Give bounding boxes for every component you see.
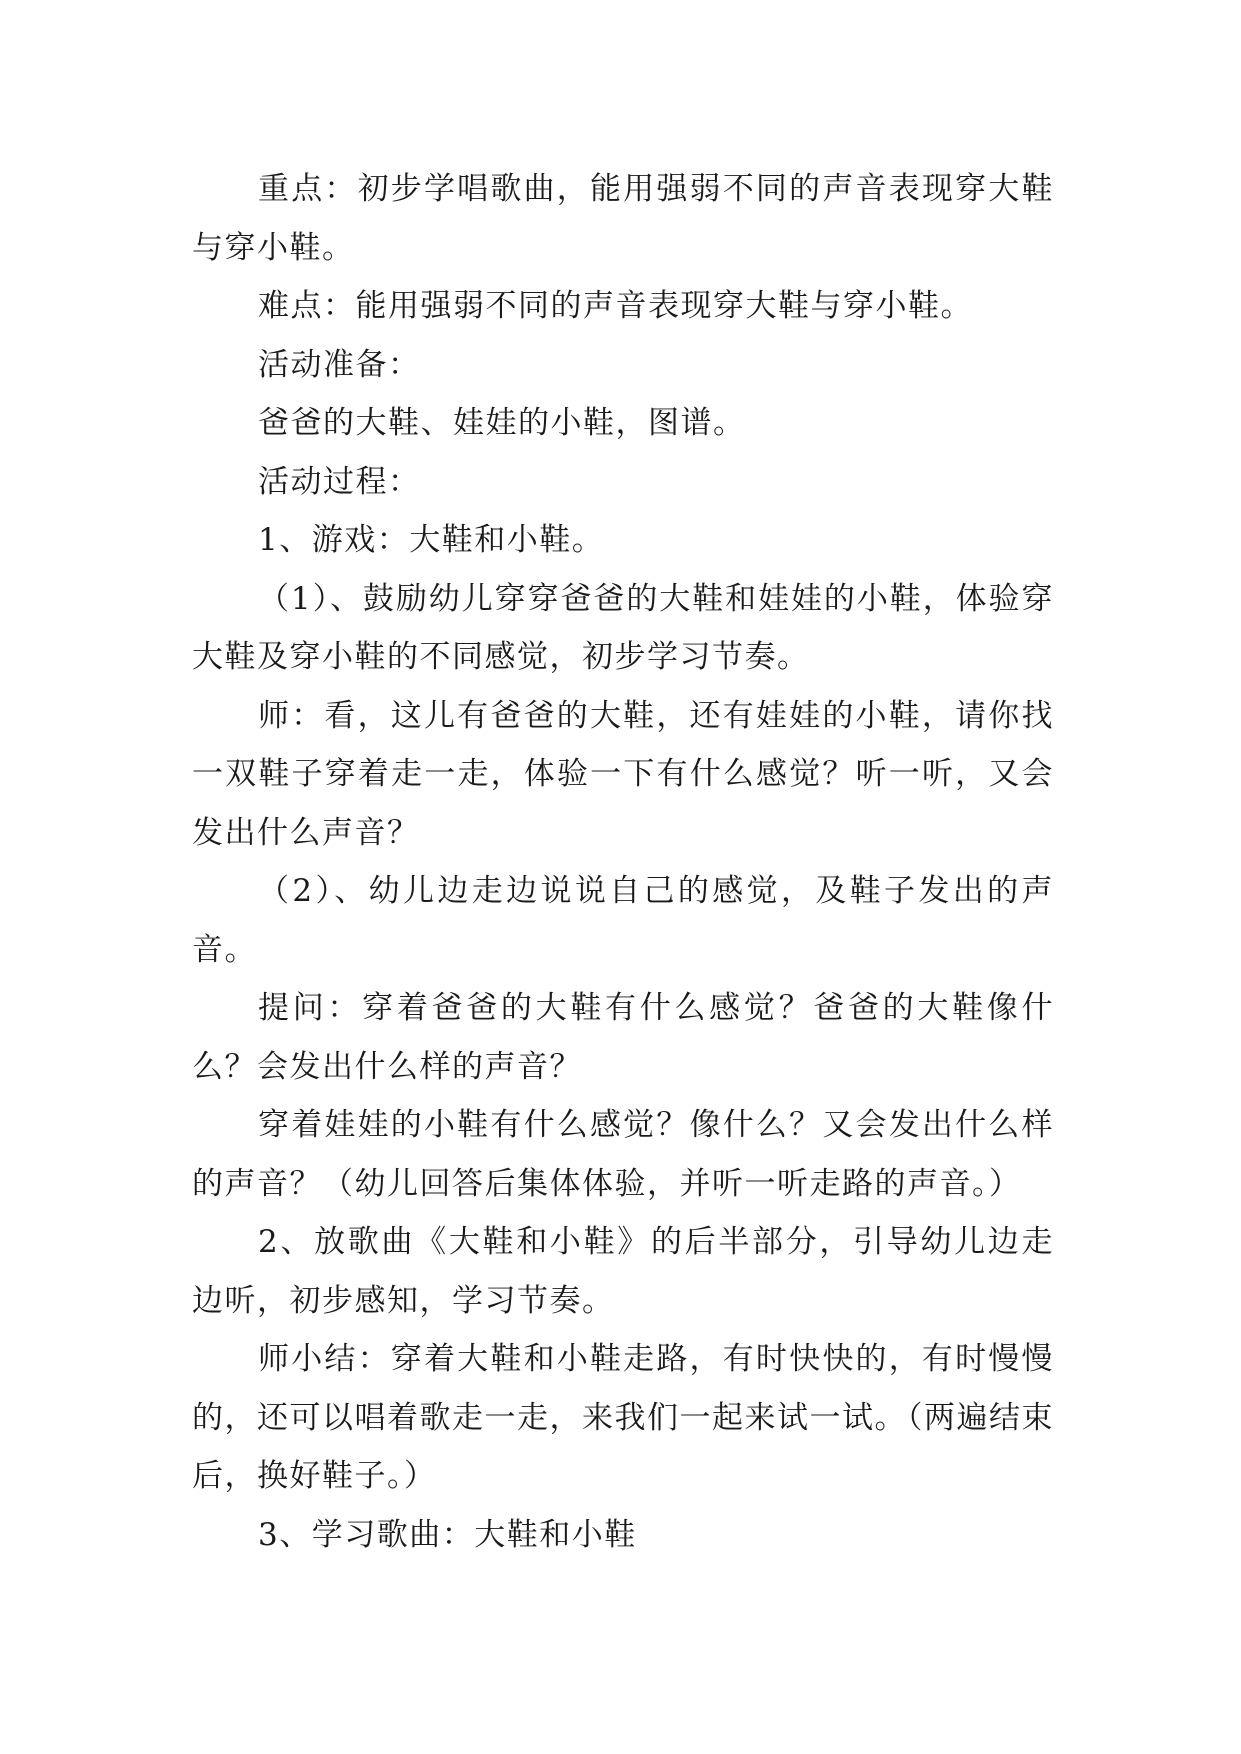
paragraph-step-1-sub-2: （2）、幼儿边走边说说自己的感觉，及鞋子发出的声音。 [192, 873, 1054, 968]
paragraph-difficulty: 难点：能用强弱不同的声音表现穿大鞋与穿小鞋。 [258, 288, 973, 324]
paragraph-teacher-summary: 师小结：穿着大鞋和小鞋走路，有时快快的，有时慢慢的，还可以唱着歌走一走，来我们一起来试一试。（两遍结束后，换好鞋子。） [192, 1341, 1054, 1494]
paragraph-key-point: 重点：初步学唱歌曲，能用强弱不同的声音表现穿大鞋与穿小鞋。 [192, 171, 1054, 266]
paragraph-step-1-sub-1: （1）、鼓励幼儿穿穿爸爸的大鞋和娃娃的小鞋，体验穿大鞋及穿小鞋的不同感觉，初步学习节奏。 [192, 580, 1054, 675]
paragraph-preparation-items: 爸爸的大鞋、娃娃的小鞋，图谱。 [258, 405, 746, 441]
paragraph-process-heading: 活动过程： [258, 463, 421, 500]
paragraph-step-2: 2、放歌曲《大鞋和小鞋》的后半部分，引导幼儿边走边听，初步感知，学习节奏。 [192, 1224, 1054, 1319]
paragraph-question-big-shoes: 提问：穿着爸爸的大鞋有什么感觉？爸爸的大鞋像什么？会发出什么样的声音？ [192, 990, 1054, 1085]
paragraph-teacher-prompt: 师：看，这儿有爸爸的大鞋，还有娃娃的小鞋，请你找一双鞋子穿着走一走，体验一下有什么感觉？听一听，又会发出什么声音？ [192, 697, 1054, 851]
paragraph-step-3: 3、学习歌曲：大鞋和小鞋 [258, 1516, 637, 1553]
paragraph-preparation-heading: 活动准备： [258, 346, 421, 383]
document-body [192, 160, 1054, 1564]
paragraph-question-small-shoes: 穿着娃娃的小鞋有什么感觉？像什么？又会发出什么样的声音？（幼儿回答后集体体验，并听一听走路的声音。） [192, 1107, 1054, 1202]
paragraph-step-1: 1、游戏：大鞋和小鞋。 [258, 522, 605, 558]
